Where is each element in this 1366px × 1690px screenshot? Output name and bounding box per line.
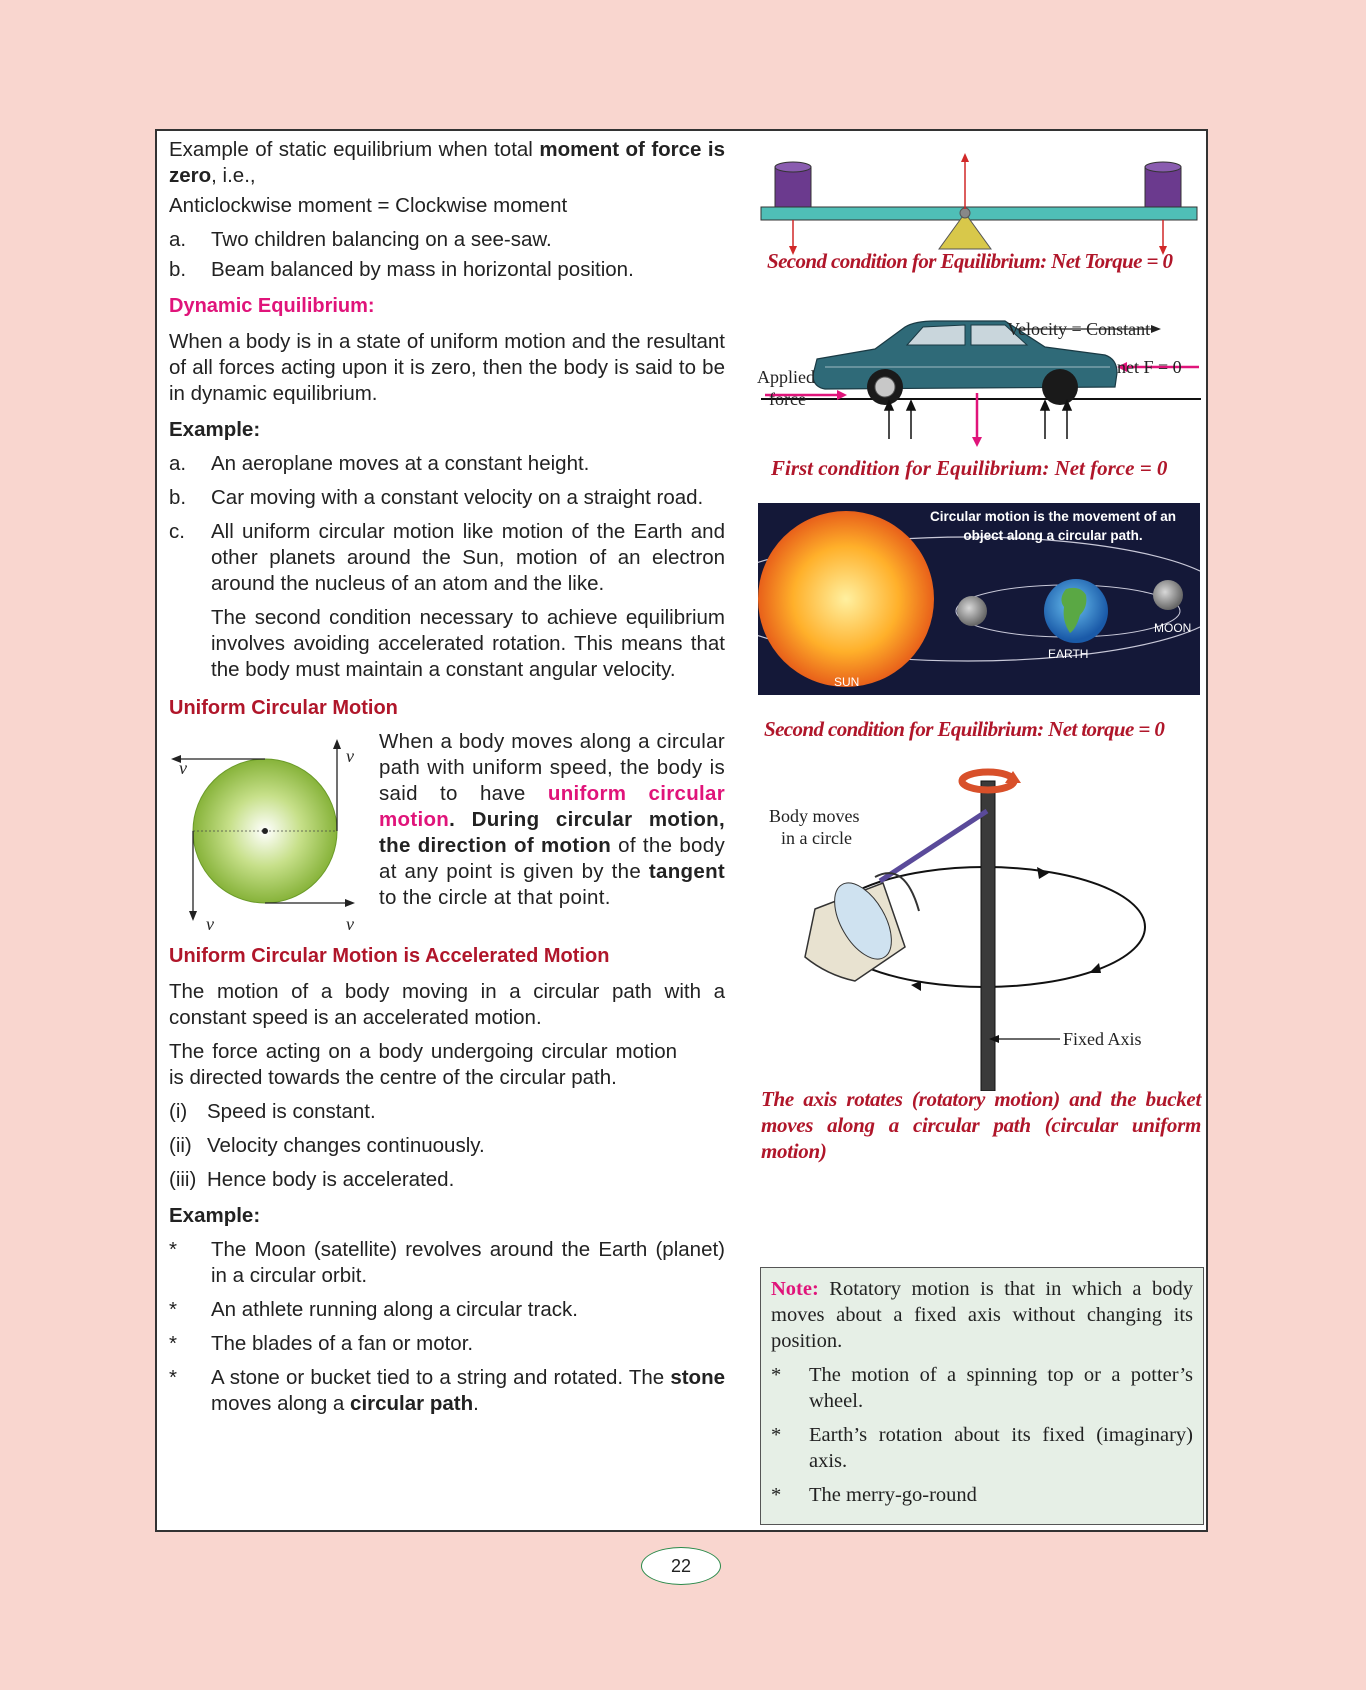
ucm-block (169, 729, 725, 939)
moment-equation: Anticlockwise moment = Clockwise moment (169, 194, 568, 217)
note-item: * The merry-go-round (771, 1484, 977, 1506)
example-label: Example: (169, 418, 261, 441)
intro-paragraph (169, 137, 725, 189)
circle-velocity-figure (169, 729, 359, 929)
list-item: (iii) Hence body is accelerated. (169, 1168, 455, 1191)
bucket (805, 873, 919, 981)
list-item: a. Two children balancing on a see-saw. (169, 228, 552, 251)
left-column (169, 131, 725, 1417)
intro-text: Example of static equilibrium when total (169, 138, 533, 161)
sun-label: SUN (834, 675, 860, 689)
v-label-bottom: v (346, 914, 354, 934)
list-item: b. Car moving with a constant velocity on a straight road. (169, 486, 704, 509)
left-mass (775, 162, 811, 207)
page-frame (155, 129, 1208, 1532)
list-item: b. Beam balanced by mass in horizontal position. (169, 258, 634, 281)
caption-seesaw: Second condition for Equilibrium: Net Torque = 0 (767, 249, 1173, 273)
list-item: * The blades of a fan or motor. (169, 1332, 474, 1355)
body-moves-label-1: Body moves (769, 806, 860, 826)
car-applied-label: Applied (757, 367, 815, 387)
list-item: * The Moon (satellite) revolves around the Earth (planet) in a circular orbit. (169, 1238, 725, 1287)
seesaw-figure (755, 149, 1205, 259)
space-figure (758, 503, 1200, 695)
v-label-left: v (206, 914, 214, 934)
caption-space: Second condition for Equilibrium: Net torque = 0 (764, 717, 1165, 741)
list-item: * A stone or bucket tied to a string and rotated. The stone moves along a circular path. (169, 1366, 725, 1415)
intro-text-end: , i.e., (211, 164, 256, 187)
v-label-right: v (346, 746, 354, 766)
space-title: Circular motion is the movement of an object along a circular path. (929, 509, 1177, 543)
note-item: * Earth’s rotation about its fixed (imaginary) axis. (771, 1424, 1193, 1472)
tangent-term: tangent (648, 860, 726, 883)
dynamic-list (169, 451, 725, 597)
dynamic-paragraph: When a body is in a state of uniform motion and the resultant of all forces acting upon it is zero, then the body is said to be in dynamic equilibrium. (169, 330, 725, 405)
list-item: * An athlete running along a circular track. (169, 1298, 578, 1321)
earth-label: EARTH (1048, 647, 1089, 661)
body-moves-label-2: in a circle (781, 828, 852, 848)
direction-term: direction of motion (417, 834, 612, 857)
page-number: 22 (641, 1547, 721, 1585)
second-condition-paragraph: The second condition necessary to achieve equilibrium involves avoiding accelerated rotation. This means that the body must maintain a constant angular velocity. (211, 606, 725, 681)
example2-list (169, 1237, 725, 1417)
caption-car: First condition for Equilibrium: Net force = 0 (771, 456, 1168, 480)
list-item: c. All uniform circular motion like motion of the Earth and other planets around the Sun, motion of an electron around the nucleus of an atom and the like. (169, 520, 725, 595)
note-item: * The motion of a spinning top or a potter’s wheel. (771, 1364, 1193, 1412)
ucm-heading: Uniform Circular Motion (169, 697, 398, 719)
ucm-term: uniform circular motion (379, 782, 725, 831)
moon-right (1153, 580, 1183, 610)
static-list (169, 227, 725, 283)
note-label: Note: (771, 1278, 819, 1300)
fixed-axis-label: Fixed Axis (1063, 1029, 1142, 1049)
accel-list (169, 1099, 725, 1193)
moon-left (957, 596, 987, 626)
note-box (760, 1267, 1204, 1525)
moon-label: MOON (1154, 621, 1192, 635)
accel-paragraph-2: The force acting on a body undergoing circular motion is directed towards the centre of the circular path. (169, 1040, 677, 1089)
intro-bold: moment of force is zero (169, 138, 726, 187)
fixed-axis (981, 781, 995, 1091)
list-item: (ii) Velocity changes continuously. (169, 1134, 485, 1157)
car-netf-label: net F = 0 (1117, 357, 1182, 377)
beam (761, 207, 1197, 220)
ucm-paragraph: When a body moves along a circular path with uniform speed, the body is said to have uniform circular motion. During circular motion, the direction of motion of the body at any point is given by the tangent to the circle at that point. (379, 730, 726, 909)
accel-paragraph-1: The motion of a body moving in a circular path with a constant speed is an accelerated motion. (169, 980, 725, 1029)
v-label-top: v (179, 758, 187, 778)
example2-label: Example: (169, 1204, 261, 1227)
car-force-label: force (769, 389, 806, 409)
list-item: a. An aeroplane moves at a constant height. (169, 452, 590, 475)
circle-centre (262, 828, 268, 834)
dynamic-heading: Dynamic Equilibrium: (169, 295, 375, 317)
accel-heading: Uniform Circular Motion is Accelerated Motion (169, 945, 610, 967)
note-paragraph: Note: Rotatory motion is that in which a body moves about a fixed axis without changing its position. (771, 1278, 1194, 1352)
car-velocity-label: Velocity = Constant (1007, 319, 1151, 339)
list-item: (i) Speed is constant. (169, 1100, 376, 1123)
caption-bucket: The axis rotates (rotatory motion) and the bucket moves along a circular path (circular uniform motion) (761, 1087, 1201, 1163)
right-mass (1145, 162, 1181, 207)
